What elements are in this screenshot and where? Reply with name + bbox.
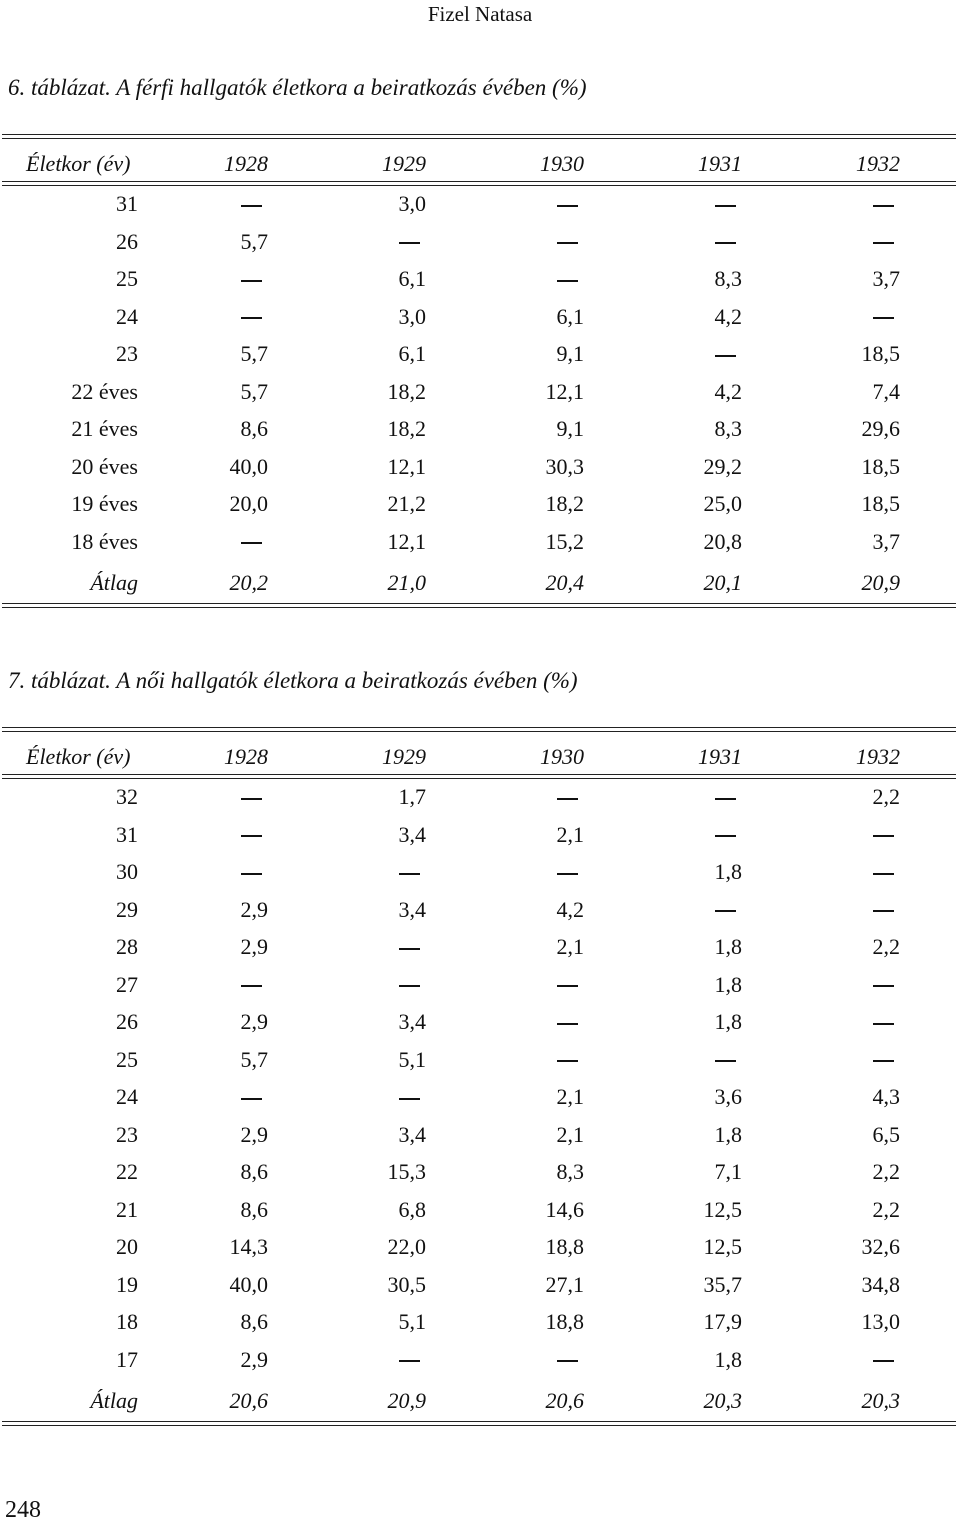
bottom-double-rule (2, 1421, 956, 1426)
dash-mark (873, 873, 894, 875)
dash-mark (873, 910, 894, 912)
value-cell: 18,8 (545, 1234, 584, 1259)
value-cell: 15,2 (545, 528, 584, 554)
dash-mark (557, 205, 578, 207)
age-cell: 17 (116, 1346, 138, 1372)
empty-cell-dash (142, 972, 268, 998)
table-row (2, 524, 956, 562)
dash-mark (715, 835, 736, 837)
value-cell: 25,0 (703, 491, 742, 516)
value-cell: 5,7 (240, 378, 268, 404)
value-cell: 3,7 (872, 528, 900, 554)
dash-mark (873, 242, 894, 244)
value-cell: 1,8 (714, 971, 742, 997)
value-cell: 20,0 (229, 491, 268, 516)
value-cell: 4,3 (872, 1084, 900, 1109)
value-cell: 5,1 (398, 1046, 426, 1072)
age-cell: 23 (116, 1121, 138, 1147)
value-cell: 18,2 (387, 378, 426, 404)
dash-mark (399, 1098, 420, 1100)
table-row (2, 1304, 956, 1342)
age-cell: 19 éves (71, 491, 138, 516)
empty-cell-dash (432, 784, 584, 810)
empty-cell-dash (748, 972, 900, 998)
dash-mark (557, 1360, 578, 1362)
year-column-header: 1928 (224, 744, 268, 769)
value-cell: 9,1 (556, 341, 584, 366)
empty-cell-dash (432, 229, 584, 255)
dash-mark (715, 1060, 736, 1062)
value-cell: 2,2 (872, 1159, 900, 1184)
empty-cell-dash (142, 784, 268, 810)
value-cell: 18,2 (387, 416, 426, 441)
table-row (2, 854, 956, 892)
value-cell: 20,9 (861, 570, 900, 595)
value-cell: 30,5 (387, 1271, 426, 1297)
value-cell: 12,1 (387, 453, 426, 479)
dash-mark (557, 985, 578, 987)
value-cell: 2,2 (872, 784, 900, 809)
value-cell: 27,1 (545, 1271, 584, 1297)
table-row (2, 486, 956, 524)
empty-cell-dash (142, 822, 268, 848)
table-row (2, 224, 956, 262)
value-cell: 18,5 (861, 491, 900, 516)
age-cell: 28 (116, 934, 138, 959)
value-cell: 2,9 (240, 896, 268, 922)
empty-cell-dash (748, 304, 900, 330)
value-cell: 7,1 (714, 1159, 742, 1184)
value-cell: 6,1 (556, 303, 584, 329)
table-row (2, 1267, 956, 1305)
value-cell: 20,9 (387, 1388, 426, 1413)
age-cell: 26 (116, 1009, 138, 1034)
age-cell: 23 (116, 341, 138, 366)
value-cell: 20,6 (545, 1388, 584, 1413)
dash-mark (557, 242, 578, 244)
dash-mark (399, 873, 420, 875)
value-cell: 30,3 (545, 453, 584, 479)
empty-cell-dash (272, 1084, 426, 1110)
empty-cell-dash (592, 191, 742, 217)
table-row (2, 1192, 956, 1230)
dash-mark (241, 798, 262, 800)
year-column-header: 1932 (856, 151, 900, 176)
empty-cell-dash (748, 859, 900, 885)
age-cell: 30 (116, 859, 138, 884)
empty-cell-dash (272, 229, 426, 255)
empty-cell-dash (592, 229, 742, 255)
value-cell: 1,8 (714, 934, 742, 959)
dash-mark (557, 280, 578, 282)
value-cell: 40,0 (229, 453, 268, 479)
empty-cell-dash (592, 822, 742, 848)
table-row (2, 1042, 956, 1080)
dash-mark (873, 205, 894, 207)
value-cell: 34,8 (861, 1271, 900, 1297)
table-row (2, 929, 956, 967)
value-cell: 3,4 (398, 1009, 426, 1034)
empty-cell-dash (432, 972, 584, 998)
value-cell: 12,5 (703, 1234, 742, 1259)
empty-cell-dash (272, 934, 426, 960)
average-label: Átlag (90, 1388, 138, 1413)
dash-mark (241, 985, 262, 987)
value-cell: 29,2 (703, 453, 742, 479)
dash-mark (715, 242, 736, 244)
empty-cell-dash (592, 341, 742, 367)
dash-mark (873, 1360, 894, 1362)
empty-cell-dash (432, 1347, 584, 1373)
empty-cell-dash (592, 784, 742, 810)
value-cell: 5,7 (240, 1046, 268, 1072)
age-cell: 29 (116, 896, 138, 922)
value-cell: 8,3 (714, 266, 742, 291)
value-cell: 6,5 (872, 1121, 900, 1147)
empty-cell-dash (748, 1009, 900, 1035)
year-column-header: 1932 (856, 744, 900, 769)
age-cell: 21 (116, 1196, 138, 1222)
empty-cell-dash (748, 897, 900, 923)
empty-cell-dash (748, 1347, 900, 1373)
table-row (2, 1154, 956, 1192)
table-7-female-students-age (2, 727, 956, 1426)
empty-cell-dash (748, 191, 900, 217)
value-cell: 3,7 (872, 266, 900, 291)
value-cell: 15,3 (387, 1159, 426, 1184)
empty-cell-dash (272, 1347, 426, 1373)
value-cell: 5,1 (398, 1309, 426, 1334)
value-cell: 32,6 (861, 1234, 900, 1259)
empty-cell-dash (592, 1047, 742, 1073)
value-cell: 2,1 (556, 1121, 584, 1147)
bottom-double-rule (2, 603, 956, 608)
table-row (2, 817, 956, 855)
dash-mark (715, 205, 736, 207)
empty-cell-dash (142, 191, 268, 217)
age-cell: 22 éves (71, 378, 138, 404)
value-cell: 1,8 (714, 1346, 742, 1372)
value-cell: 8,6 (240, 1309, 268, 1334)
table-row (2, 779, 956, 817)
table-7-caption: 7. táblázat. A női hallgatók életkora a beiratkozás évében (%) (8, 668, 578, 693)
value-cell: 2,2 (872, 934, 900, 959)
dash-mark (399, 242, 420, 244)
table-row (2, 336, 956, 374)
value-cell: 20,6 (229, 1388, 268, 1413)
dash-mark (873, 835, 894, 837)
empty-cell-dash (748, 1047, 900, 1073)
age-cell: 25 (116, 1046, 138, 1072)
age-cell: 20 (116, 1234, 138, 1259)
value-cell: 14,3 (229, 1234, 268, 1259)
empty-cell-dash (432, 1009, 584, 1035)
table-row (2, 1342, 956, 1380)
value-cell: 18,8 (545, 1309, 584, 1334)
age-cell: 20 éves (71, 453, 138, 479)
empty-cell-dash (432, 859, 584, 885)
value-cell: 14,6 (545, 1196, 584, 1222)
average-row (2, 561, 956, 603)
dash-mark (399, 948, 420, 950)
value-cell: 9,1 (556, 416, 584, 441)
page-number: 248 (5, 1497, 41, 1523)
year-column-header: 1930 (540, 744, 584, 769)
age-cell: 32 (116, 784, 138, 809)
value-cell: 20,4 (545, 570, 584, 595)
value-cell: 2,9 (240, 1346, 268, 1372)
dash-mark (241, 542, 262, 544)
value-cell: 3,4 (398, 821, 426, 847)
value-cell: 6,8 (398, 1196, 426, 1222)
dash-mark (715, 355, 736, 357)
value-cell: 35,7 (703, 1271, 742, 1297)
table-row (2, 1117, 956, 1155)
table-6-caption: 6. táblázat. A férfi hallgatók életkora a beiratkozás évében (%) (8, 75, 587, 100)
value-cell: 2,9 (240, 934, 268, 959)
dash-mark (873, 985, 894, 987)
year-column-header: 1929 (382, 744, 426, 769)
value-cell: 5,7 (240, 341, 268, 366)
dash-mark (399, 1360, 420, 1362)
empty-cell-dash (432, 266, 584, 292)
age-cell: 21 éves (71, 416, 138, 441)
value-cell: 1,8 (714, 1121, 742, 1147)
value-cell: 18,5 (861, 341, 900, 366)
table-row (2, 1229, 956, 1267)
age-cell: 19 (116, 1271, 138, 1297)
table-row (2, 449, 956, 487)
age-cell: 18 éves (71, 528, 138, 554)
value-cell: 2,1 (556, 821, 584, 847)
value-cell: 1,8 (714, 859, 742, 884)
table-row (2, 892, 956, 930)
empty-cell-dash (142, 529, 268, 555)
table-row (2, 261, 956, 299)
value-cell: 12,1 (387, 528, 426, 554)
year-column-header: 1931 (698, 744, 742, 769)
empty-cell-dash (142, 1084, 268, 1110)
value-cell: 21,0 (387, 570, 426, 595)
average-row (2, 1379, 956, 1421)
value-cell: 22,0 (387, 1234, 426, 1259)
value-cell: 21,2 (387, 491, 426, 516)
dash-mark (873, 317, 894, 319)
value-cell: 12,5 (703, 1196, 742, 1222)
empty-cell-dash (592, 897, 742, 923)
dash-mark (241, 835, 262, 837)
table-row (2, 374, 956, 412)
value-cell: 29,6 (861, 416, 900, 441)
value-cell: 8,6 (240, 1196, 268, 1222)
value-cell: 2,2 (872, 1196, 900, 1222)
empty-cell-dash (142, 266, 268, 292)
average-label: Átlag (90, 570, 138, 595)
dash-mark (399, 985, 420, 987)
value-cell: 8,3 (556, 1159, 584, 1184)
value-cell: 3,6 (714, 1084, 742, 1109)
value-cell: 8,6 (240, 416, 268, 441)
age-cell: 27 (116, 971, 138, 997)
age-cell: 31 (116, 821, 138, 847)
value-cell: 18,5 (861, 453, 900, 479)
value-cell: 6,1 (398, 341, 426, 366)
value-cell: 8,3 (714, 416, 742, 441)
dash-mark (557, 873, 578, 875)
header-row (2, 139, 956, 181)
running-header: Fizel Natasa (427, 2, 533, 26)
value-cell: 20,2 (229, 570, 268, 595)
age-cell: 31 (116, 191, 138, 216)
value-cell: 8,6 (240, 1159, 268, 1184)
age-cell: 18 (116, 1309, 138, 1334)
dash-mark (715, 798, 736, 800)
age-cell: 25 (116, 266, 138, 291)
dash-mark (557, 798, 578, 800)
table-6-male-students-age (2, 134, 956, 608)
value-cell: 1,8 (714, 1009, 742, 1034)
year-column-header: 1929 (382, 151, 426, 176)
year-column-header: 1930 (540, 151, 584, 176)
age-column-header: Életkor (év) (26, 151, 131, 176)
table-row (2, 1004, 956, 1042)
header-row (2, 732, 956, 774)
value-cell: 3,4 (398, 896, 426, 922)
value-cell: 17,9 (703, 1309, 742, 1334)
value-cell: 13,0 (861, 1309, 900, 1334)
dash-mark (241, 873, 262, 875)
value-cell: 1,7 (398, 784, 426, 809)
table-row (2, 411, 956, 449)
value-cell: 7,4 (872, 378, 900, 404)
value-cell: 4,2 (714, 378, 742, 404)
value-cell: 4,2 (714, 303, 742, 329)
age-cell: 26 (116, 228, 138, 254)
value-cell: 20,3 (861, 1388, 900, 1413)
table-row (2, 967, 956, 1005)
value-cell: 2,9 (240, 1009, 268, 1034)
dash-mark (873, 1060, 894, 1062)
dash-mark (557, 1023, 578, 1025)
empty-cell-dash (432, 191, 584, 217)
age-column-header: Életkor (év) (26, 744, 131, 769)
dash-mark (241, 317, 262, 319)
year-column-header: 1931 (698, 151, 742, 176)
empty-cell-dash (142, 859, 268, 885)
age-cell: 24 (116, 303, 138, 329)
dash-mark (873, 1023, 894, 1025)
dash-mark (557, 1060, 578, 1062)
value-cell: 4,2 (556, 896, 584, 922)
value-cell: 3,0 (398, 191, 426, 216)
value-cell: 20,8 (703, 528, 742, 554)
value-cell: 20,3 (703, 1388, 742, 1413)
value-cell: 3,0 (398, 303, 426, 329)
year-column-header: 1928 (224, 151, 268, 176)
value-cell: 2,9 (240, 1121, 268, 1147)
table-row (2, 186, 956, 224)
value-cell: 12,1 (545, 378, 584, 404)
empty-cell-dash (748, 229, 900, 255)
value-cell: 2,1 (556, 1084, 584, 1109)
dash-mark (715, 910, 736, 912)
empty-cell-dash (432, 1047, 584, 1073)
empty-cell-dash (748, 822, 900, 848)
value-cell: 3,4 (398, 1121, 426, 1147)
value-cell: 20,1 (703, 570, 742, 595)
dash-mark (241, 205, 262, 207)
empty-cell-dash (272, 972, 426, 998)
value-cell: 2,1 (556, 934, 584, 959)
age-cell: 24 (116, 1084, 138, 1109)
age-cell: 22 (116, 1159, 138, 1184)
empty-cell-dash (272, 859, 426, 885)
empty-cell-dash (142, 304, 268, 330)
table-row (2, 1079, 956, 1117)
value-cell: 5,7 (240, 228, 268, 254)
dash-mark (241, 280, 262, 282)
table-row (2, 299, 956, 337)
value-cell: 6,1 (398, 266, 426, 291)
dash-mark (241, 1098, 262, 1100)
value-cell: 18,2 (545, 491, 584, 516)
value-cell: 40,0 (229, 1271, 268, 1297)
